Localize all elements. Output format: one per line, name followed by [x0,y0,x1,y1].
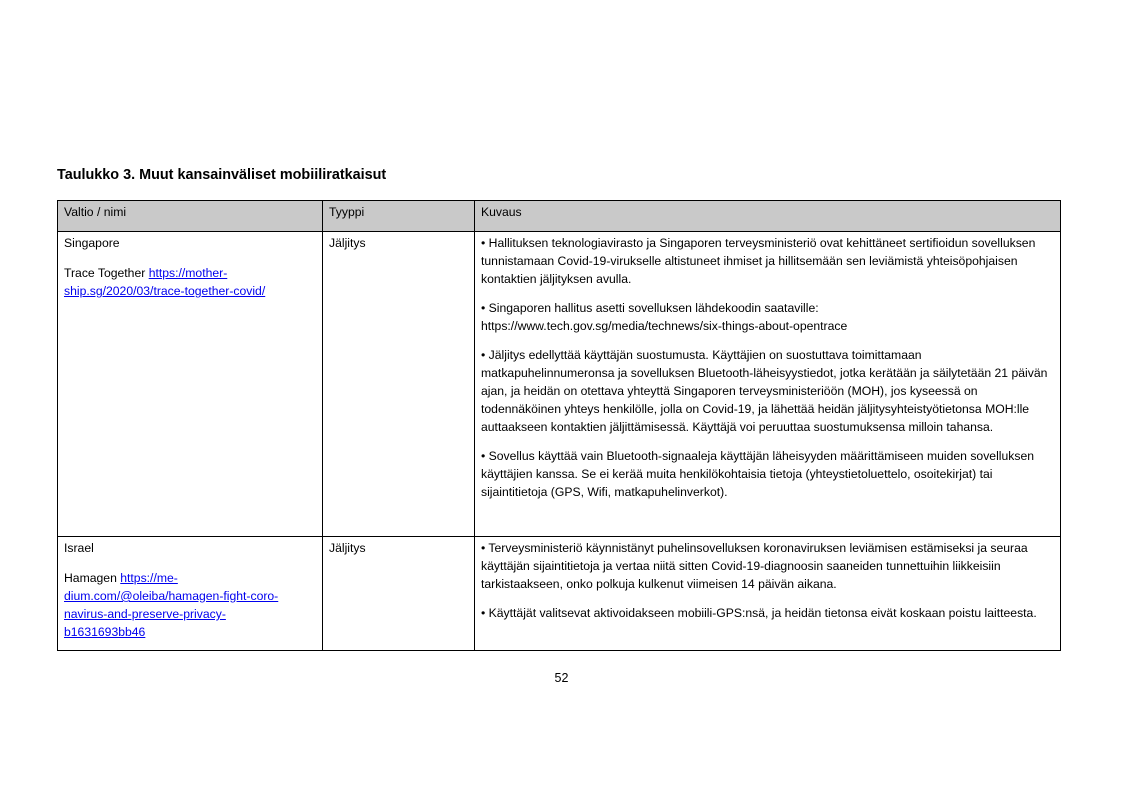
country-name: Israel [64,541,94,555]
table-row-israel [58,537,1061,651]
hamagen-link[interactable]: https://me- dium.com/@oleiba/hamagen-fight-coro- navirus-and-preserve-privacy- b1631693bb46 [64,571,279,639]
description-paragraph: • Sovellus käyttää vain Bluetooth-signaaleja käyttäjän läheisyyden määrittämiseen muiden sovelluksen käyttäjien kanssa. Se ei kerää muita henkilökohtaisia tietoja (yhteystietoluettelo, osoitekirjat) tai sijaintitietoja (GPS, Wifi, matkapuhelinverkot). [481,449,1035,499]
description-paragraph: • Jäljitys edellyttää käyttäjän suostumusta. Käyttäjien on suostuttava toimittamaan matkapuhelinnumeronsa ja sovelluksen Bluetooth-läheisyystiedot, jotka kerätään ja säilytetään 21 päivän ajan, ja heidän on otettava yhteyttä Singaporen terveysministeriöön (MOH), jos kyseessä on todennäköinen yhteys henkilölle, jolla on Covid-19, ja lähettää heidän jäljitysyhteistyötietonsa MOH:lle auttaakseen kontaktien jäljittämisessä. Käyttäjä voi peruuttaa suostumuksensa milloin tahansa. [481,348,1048,434]
table-caption: Taulukko 3. Muut kansainväliset mobiiliratkaisut [57,167,387,183]
description-paragraph: • Hallituksen teknologiavirasto ja Singaporen terveysministeriö ovat kehittäneet sertifioidun sovelluksen tunnistamaan Covid-19-virukselle altistuneet ihmiset ja hillitsemään sen leviämistä yhteisöpohjaisen kontaktien jäljityksen avulla. [481,236,1036,286]
header-description: Kuvaus [475,201,1061,232]
country-name: Singapore [64,236,120,250]
cell-type-singapore: Jäljitys [323,232,475,537]
description-paragraph: • Singaporen hallitus asetti sovelluksen lähdekoodin saataville: https://www.tech.gov.sg/media/technews/six-things-about-opentrace [481,301,848,333]
table-header-row [58,201,1061,232]
trace-together-link[interactable]: https://mother- ship.sg/2020/03/trace-together-covid/ [64,266,266,298]
app-name: Hamagen [64,571,117,585]
cell-country-israel [58,537,323,651]
mobile-solutions-table [57,200,1061,651]
table-row-singapore [58,232,1061,537]
page-number: 52 [554,671,569,685]
cell-country-singapore [58,232,323,537]
header-type: Tyyppi [323,201,475,232]
description-paragraph: • Käyttäjät valitsevat aktivoidakseen mobiili-GPS:nsä, ja heidän tietonsa eivät koskaan poistu laitteesta. [481,606,1037,620]
header-country-name: Valtio / nimi [58,201,323,232]
app-name: Trace Together [64,266,146,280]
description-paragraph: • Terveysministeriö käynnistänyt puhelinsovelluksen koronaviruksen leviämisen estämiseksi ja seuraa käyttäjän sijaintitietoja ja vertaa niitä sitten Covid-19-diagnoosin saaneiden tunnettuihin liikkeisiin tarkistaakseen, onko polkuja kulkenut viimeisen 14 päivän aikana. [481,541,1028,591]
cell-description-singapore [475,232,1061,537]
cell-type-israel: Jäljitys [323,537,475,651]
cell-description-israel [475,537,1061,651]
